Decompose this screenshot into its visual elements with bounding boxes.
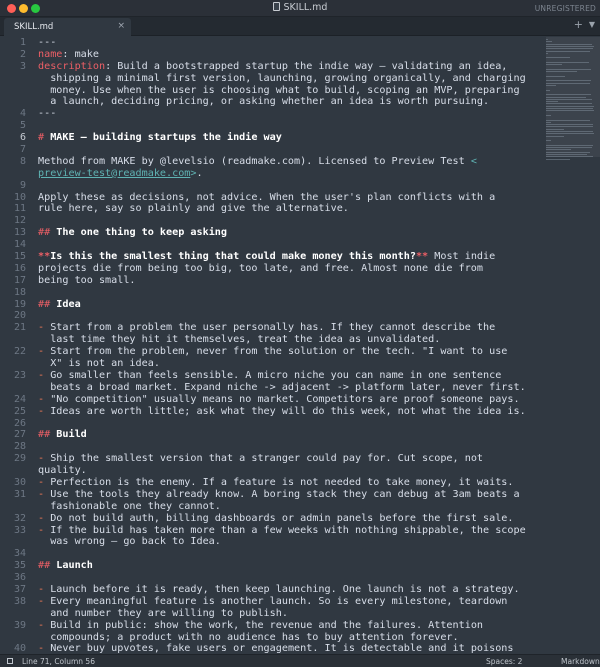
code-token: Build in public: show the work, the revenue and the failures. Attention [44,619,484,631]
minimap-line [546,147,592,148]
minimap-line [546,46,594,47]
line-number: 10 [13,191,26,203]
line-number: 15 [13,251,26,263]
code-token: "No competition" usually means no market. Competitors are proof someone pays. [44,393,520,405]
minimap-line [546,99,592,100]
code-line[interactable] [38,215,538,227]
indentation-setting[interactable]: Spaces: 2 [486,657,523,666]
line-number [0,168,30,180]
syntax-selector[interactable]: Markdown [561,657,600,666]
line-number [0,382,30,394]
line-number: 40 [13,643,26,654]
code-token: - [38,524,45,536]
code-token: - [38,583,45,595]
line-number-gutter [0,37,30,654]
code-line[interactable] [38,382,538,394]
code-line[interactable] [38,61,538,73]
line-number: 18 [13,286,26,298]
line-number [0,358,30,370]
code-token: ** [38,251,51,263]
panel-toggle-icon[interactable] [7,658,13,664]
code-token: Go smaller than feels sensible. A micro niche you can name in one sentence [44,369,502,381]
minimap-line [546,85,556,86]
code-line[interactable] [38,192,538,204]
code-token: : make [62,48,99,60]
code-token: being too small. [38,274,136,286]
code-token: ## [38,298,57,310]
line-number [0,608,30,620]
code-token: Apply these as decisions, not advice. When the user's plan conflicts with a [38,191,496,203]
line-number: 4 [19,108,26,120]
window-title-area [0,2,600,13]
minimap-line [546,154,587,155]
minimap-line [546,53,548,54]
tab-label: SKILL.md [14,22,54,32]
minimap-line [546,152,590,153]
code-line[interactable] [38,370,538,382]
minimap-line [546,159,570,160]
code-token: preview-test@readmake.com [38,167,191,179]
code-line[interactable] [38,108,538,120]
code-token: > [190,167,197,179]
code-line[interactable] [38,429,538,441]
code-line[interactable] [38,96,538,108]
minimap-line [546,62,589,63]
line-number: 9 [19,179,26,191]
tab-bar [0,17,600,36]
code-token: ## [38,429,57,441]
code-token: name [38,48,63,60]
document-icon [273,2,280,11]
code-token: ** [415,251,429,263]
line-number: 29 [13,453,26,465]
status-bar [0,654,600,667]
minimap-line [546,129,564,130]
minimap-line [546,120,590,121]
code-token: Ship the smallest version that a stranger could pay for. Cut scope, not [44,453,484,465]
code-line[interactable] [38,227,538,239]
window-title: SKILL.md [283,2,328,13]
line-number: 37 [13,583,26,595]
code-line[interactable] [38,358,538,370]
code-line[interactable] [38,584,538,596]
code-token: ## [38,227,57,239]
code-token: : Build a bootstrapped startup the indie way — validating an idea, [105,60,508,72]
minimap-line [546,140,551,141]
code-token: Ideas are worth little; ask what they will do this week, not what the idea is. [44,405,526,417]
minimap-line [546,80,591,81]
line-number: 16 [13,262,26,274]
line-number: 28 [13,441,26,453]
line-number: 25 [13,405,26,417]
line-number: 33 [13,524,26,536]
code-token: - [38,619,45,631]
code-line[interactable] [38,156,538,168]
line-number [0,632,30,644]
minimap-line [546,94,591,95]
line-number: 30 [13,476,26,488]
code-token: ## [38,560,57,572]
line-number: 22 [13,346,26,358]
code-token: rule here, say so plainly and give the alternative. [38,203,349,215]
minimap-line [546,64,562,65]
code-line[interactable] [38,477,538,489]
minimap-line [546,136,564,137]
code-token: Method from MAKE by @levelsio (readmake.com). Licensed to Preview Test [38,155,471,167]
code-token: Launch before it is ready, then keep launching. One launch is not a strategy. [44,583,520,595]
minimap-line [546,39,548,40]
line-number [0,334,30,346]
code-line[interactable] [38,596,538,608]
code-token: Start from a problem the user personally has. If they cannot describe the [44,322,496,334]
minimap-line [546,57,570,58]
line-number: 20 [13,310,26,322]
code-line[interactable] [38,418,538,430]
code-token: < [470,155,477,167]
tab-close-icon[interactable]: × [117,21,125,31]
line-number: 8 [19,155,26,167]
code-token: - [38,393,45,405]
code-line[interactable] [38,334,538,346]
code-token: - [38,488,45,500]
minimap-line [546,51,590,52]
code-line[interactable] [38,632,538,644]
code-line[interactable] [38,548,538,560]
unregistered-label: UNREGISTERED [534,4,596,13]
code-line[interactable] [38,85,538,97]
minimap-line [546,124,593,125]
code-token: Is this the smallest thing that could make money this month? [50,251,416,263]
code-token: Do not build auth, billing dashboards or admin panels before the first sale. [44,512,514,524]
line-number: 21 [13,322,26,334]
tab-menu-button[interactable]: ▼ [588,20,595,29]
code-line[interactable] [38,643,538,654]
line-number: 13 [13,227,26,239]
minimap-line [546,110,594,111]
line-number [0,465,30,477]
line-number: 39 [13,619,26,631]
line-number: 32 [13,512,26,524]
code-token: Most indie [428,251,496,263]
code-token: and number they are willing to publish. [38,607,288,619]
code-line[interactable] [38,346,538,358]
code-line[interactable] [38,120,538,132]
code-line[interactable] [38,203,538,215]
code-line[interactable] [38,501,538,513]
code-token: - [38,453,45,465]
code-token: description [38,60,106,72]
minimap-line [546,44,592,45]
code-line[interactable] [38,263,538,275]
minimap-line [546,131,593,132]
code-token: MAKE — building startups the indie way [50,132,282,144]
code-token: last time they hit it themselves, treat the idea as unvalidated. [38,334,441,346]
code-token: - [38,405,45,417]
code-token: --- [38,37,57,48]
line-number [0,73,30,85]
minimap-line [546,76,565,77]
code-line[interactable] [38,453,538,465]
code-token: . [196,167,203,179]
code-token: - [38,595,45,607]
minimap-line [546,156,593,157]
code-token: - [38,369,45,381]
minimap-line [546,126,593,127]
code-line[interactable] [38,287,538,299]
code-token: Start from the problem, never from the solution or the tech. "I want to use [44,346,508,358]
line-number: 23 [13,369,26,381]
minimap-line [546,97,586,98]
code-token: Every meaningful feature is another launch. So is every milestone, teardown [44,595,508,607]
line-number: 19 [13,298,26,310]
minimap[interactable] [546,37,600,654]
line-number: 36 [13,572,26,584]
code-token: - [38,346,45,358]
code-line[interactable] [38,620,538,632]
code-token: If the build has taken more than a few weeks with nothing shippable, the scope [44,524,526,536]
line-number: 2 [19,48,26,60]
minimap-line [546,133,594,134]
minimap-line [546,83,590,84]
code-line[interactable] [38,251,538,263]
minimap-line [546,71,577,72]
tab-skill-md[interactable] [4,18,131,36]
code-line[interactable] [38,560,538,572]
code-token: fashionable one they cannot. [38,500,221,512]
code-token: compounds; a product with no audience has to buy attention forever. [38,631,459,643]
code-line[interactable] [38,168,538,180]
code-token: X" is not an idea. [38,358,160,370]
code-line[interactable] [38,608,538,620]
line-number: 3 [19,60,26,72]
code-token: Perfection is the enemy. If a feature is not needed to take money, it waits. [44,476,514,488]
code-line[interactable] [38,536,538,548]
code-line[interactable] [38,310,538,322]
code-token: Build [56,429,87,441]
code-line[interactable] [38,299,538,311]
line-number: 34 [13,548,26,560]
minimap-line [546,115,551,116]
code-line[interactable] [38,37,538,49]
code-line[interactable] [38,394,538,406]
line-number: 27 [13,429,26,441]
code-line[interactable] [38,513,538,525]
minimap-line [546,106,594,107]
code-token: - [38,643,45,654]
minimap-line [546,101,558,102]
line-number [0,96,30,108]
line-number: 11 [13,203,26,215]
code-token: Never buy upvotes, fake users or engagement. It is detectable and it poisons [44,643,514,654]
line-number: 12 [13,215,26,227]
code-token: Launch [56,560,93,572]
code-token: # [38,132,51,144]
code-line[interactable] [38,525,538,537]
line-number: 6 [19,132,26,144]
minimap-line [546,103,592,104]
line-number: 7 [19,144,26,156]
code-token: a launch, deciding pricing, or asking whether an idea is worth pursuing. [38,96,490,108]
code-line[interactable] [38,239,538,251]
code-token: was wrong — go back to Idea. [38,536,221,548]
minimap-line [546,145,593,146]
code-line[interactable] [38,406,538,418]
code-line[interactable] [38,132,538,144]
minimap-line [546,149,571,150]
code-token: shipping a minimal first version, launching, growing organically, and charging [38,72,526,84]
line-number: 38 [13,595,26,607]
line-number [0,536,30,548]
code-token: beats a broad market. Expand niche -> adjacent -> platform later, never first. [38,381,526,393]
code-line[interactable] [38,275,538,287]
new-tab-button[interactable]: + [573,18,583,31]
line-number: 14 [13,239,26,251]
line-number: 31 [13,488,26,500]
line-number: 17 [13,274,26,286]
line-number [0,85,30,97]
code-token: --- [38,108,57,120]
code-token: money. Use when the user is choosing what to build, scoping an MVP, preparing [38,84,520,96]
code-line[interactable] [38,144,538,156]
line-number: 1 [19,37,26,48]
minimap-line [546,122,551,123]
line-number [0,501,30,513]
line-number: 24 [13,393,26,405]
code-token: - [38,476,45,488]
code-token: - [38,512,45,524]
code-line[interactable] [38,73,538,85]
cursor-position: Line 71, Column 56 [22,657,95,666]
code-line[interactable] [38,465,538,477]
minimap-line [546,69,591,70]
title-bar [0,0,600,17]
code-line[interactable] [38,441,538,453]
minimap-line [546,41,552,42]
code-token: Use the tools they already know. A boring stack they can debug at 3am beats a [44,488,520,500]
code-line[interactable] [38,489,538,501]
code-line[interactable] [38,180,538,192]
line-number: 35 [13,560,26,572]
code-line[interactable] [38,49,538,61]
code-token: Idea [56,298,81,310]
code-editor[interactable] [38,37,538,654]
code-line[interactable] [38,572,538,584]
code-line[interactable] [38,322,538,334]
minimap-line [546,90,550,91]
code-token: quality. [38,465,87,477]
code-token: The one thing to keep asking [56,227,227,239]
line-number: 5 [19,120,26,132]
minimap-line [546,108,593,109]
minimap-line [546,48,593,49]
line-number: 26 [13,417,26,429]
code-token: projects die from being too big, too late, and free. Almost none die from [38,262,483,274]
code-token: - [38,322,45,334]
